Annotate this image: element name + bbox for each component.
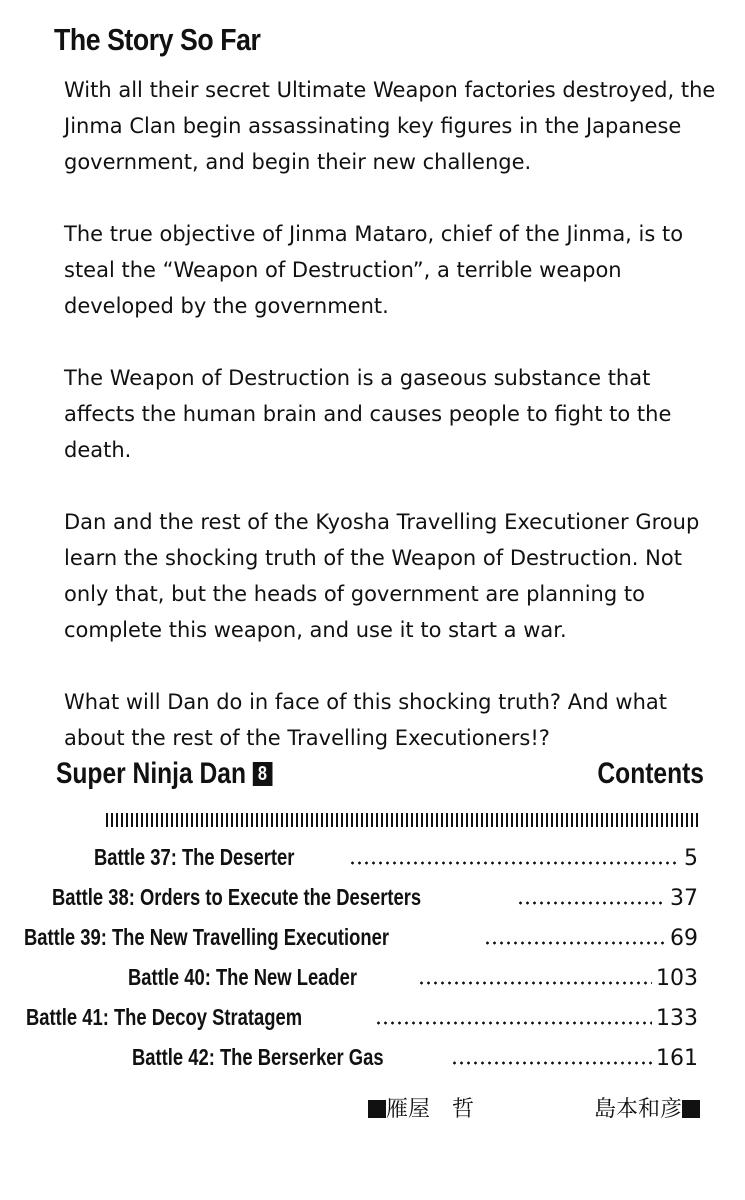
toc-row <box>26 999 698 1031</box>
artist-credit <box>594 1092 700 1123</box>
writer-name: 雁屋 哲 <box>386 1097 475 1122</box>
tick-divider <box>106 813 700 827</box>
toc-leader-dots <box>484 941 666 945</box>
toc-row <box>128 959 698 991</box>
toc-leader-dots <box>375 1021 652 1025</box>
toc-page-number: 133 <box>656 1006 698 1031</box>
story-paragraph: The true objective of Jinma Mataro, chief of the Jinma, is to steal the “Weapon of Destruction”, a terrible weapon developed by the government. <box>64 222 684 318</box>
square-bullet-icon <box>682 1100 700 1118</box>
writer-credit <box>368 1092 474 1123</box>
story-summary <box>64 72 724 756</box>
contents-header <box>56 757 704 799</box>
toc-page-number: 103 <box>656 966 698 991</box>
toc-label: Battle 38: Orders to Execute the Deserters <box>52 884 422 910</box>
toc-label: Battle 40: The New Leader <box>128 964 358 990</box>
story-paragraph: What will Dan do in face of this shocking truth? And what about the rest of the Travelling Executioners!? <box>64 690 667 750</box>
page-title: The Story So Far <box>54 22 261 57</box>
author-credits <box>368 1092 700 1123</box>
toc-label: Battle 37: The Deserter <box>94 844 295 870</box>
story-paragraph: With all their secret Ultimate Weapon factories destroyed, the Jinma Clan begin assassinating key figures in the Japanese government, and begin their new challenge. <box>64 78 716 174</box>
toc-row <box>94 839 698 871</box>
series-title <box>56 757 272 791</box>
toc-page-number: 5 <box>684 846 698 871</box>
toc-row <box>24 919 698 951</box>
toc-leader-dots <box>418 981 652 985</box>
volume-badge: 8 <box>253 762 273 786</box>
contents-label: Contents <box>597 757 704 790</box>
story-paragraph: The Weapon of Destruction is a gaseous substance that affects the human brain and causes people to fight to the death. <box>64 366 672 462</box>
toc-row <box>52 879 698 911</box>
toc-label: Battle 41: The Decoy Stratagem <box>26 1004 303 1030</box>
story-paragraph: Dan and the rest of the Kyosha Travelling Executioner Group learn the shocking truth of the Weapon of Destruction. Not only that, but the heads of government are planning to complete this weapon, and use it to start a war. <box>64 510 700 642</box>
toc-leader-dots <box>349 861 680 865</box>
toc-row <box>132 1039 698 1071</box>
toc-leader-dots <box>517 901 666 905</box>
series-name: Super Ninja Dan <box>56 757 247 790</box>
artist-name: 島本和彦 <box>593 1097 682 1122</box>
toc-label: Battle 42: The Berserker Gas <box>132 1044 384 1070</box>
toc-page-number: 161 <box>656 1046 698 1071</box>
toc-page-number: 37 <box>670 886 698 911</box>
toc-page-number: 69 <box>670 926 698 951</box>
square-bullet-icon <box>368 1100 386 1118</box>
toc-label: Battle 39: The New Travelling Executioner <box>24 924 390 950</box>
toc-leader-dots <box>451 1061 653 1065</box>
